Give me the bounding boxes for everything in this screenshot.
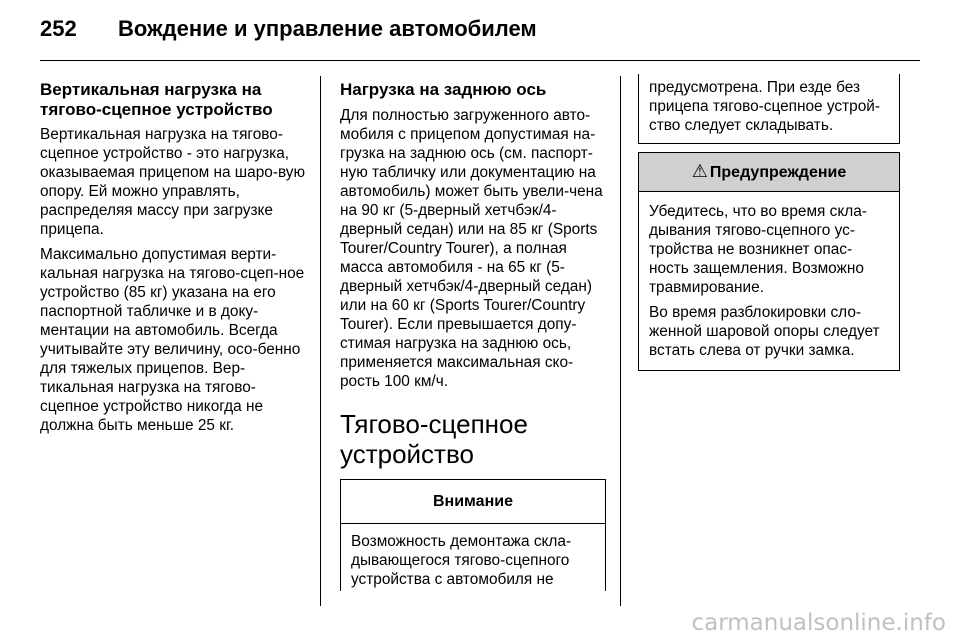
watermark: carmanualsonline.info xyxy=(691,610,946,636)
towing-equipment-title: Тягово-сцепное устройство xyxy=(340,408,528,469)
drawbar-load-heading: Вертикальная нагрузка на тягово-сцепное устройство xyxy=(40,80,273,119)
notice-title: Внимание xyxy=(341,479,605,524)
warning-box xyxy=(638,152,900,371)
warning-body xyxy=(639,192,899,370)
header-divider xyxy=(40,60,920,61)
warning-header xyxy=(639,153,899,192)
column-1 xyxy=(40,80,308,441)
rear-axle-load-heading: Нагрузка на заднюю ось xyxy=(340,80,547,99)
warning-title: Предупреждение xyxy=(709,164,847,181)
drawbar-load-paragraph-2: Максимально допустимая верти-кальная нагрузка на тягово-сцеп-ное устройство (85 кг) указана на его паспортной табличке и в доку-ментации на автомобиль. Всегда учитывайте эту величину, осо-бенно для тяжелых прицепов. Вер-тикальная нагрузка на тягово-сцепное устройство никогда не должна быть меньше 25 кг. xyxy=(40,246,305,434)
column-3 xyxy=(638,80,900,371)
warning-triangle-icon: ⚠ xyxy=(691,161,708,181)
notice-text: Возможность демонтажа скла-дывающегося тягово-сцепного устройства с автомобиля не xyxy=(351,532,572,588)
warning-paragraph-1: Убедитесь, что во время скла-дывания тягово-сцепного ус-тройства не возникнет опас-ность защемления. Возможно травмирование. xyxy=(649,203,867,296)
notice-box xyxy=(340,479,606,591)
column-divider-1 xyxy=(320,76,321,606)
drawbar-load-paragraph-1: Вертикальная нагрузка на тягово-сцепное устройство - это нагрузка, оказываемая прицепом на шаро-вую опору. Ей можно управлять, распределяя массу при загрузке прицепа. xyxy=(40,126,306,238)
column-divider-2 xyxy=(620,76,621,606)
notice-box-continued: предусмотрена. При езде без прицепа тягово-сцепное устрой-ство следует складывать. xyxy=(638,74,900,144)
column-2 xyxy=(340,80,606,591)
warning-paragraph-2: Во время разблокировки сло-женной шаровой опоры следует встать слева от ручки замка. xyxy=(649,304,880,359)
page-number: 252 xyxy=(40,16,77,41)
page-header xyxy=(40,16,920,54)
rear-axle-load-paragraph: Для полностью загруженного авто-мобиля с прицепом допустимая на-грузка на заднюю ось (см. паспорт-ную табличку или документацию на автомобиль) может быть увели-чена на 90 кг (5-дверный хетчбэк/4-дверный седан) или на 85 кг (Sports Tourer/Country Tourer), а полная масса автомобиля - на 65 кг (5-дверный хетчбэк/4-дверный седан) или на 60 кг (Sports Tourer/Country Tourer). Если превышается допу-стимая нагрузка на заднюю ось, применяется максимальная ско-рость 100 км/ч. xyxy=(340,106,603,390)
chapter-title: Вождение и управление автомобилем xyxy=(118,16,537,41)
